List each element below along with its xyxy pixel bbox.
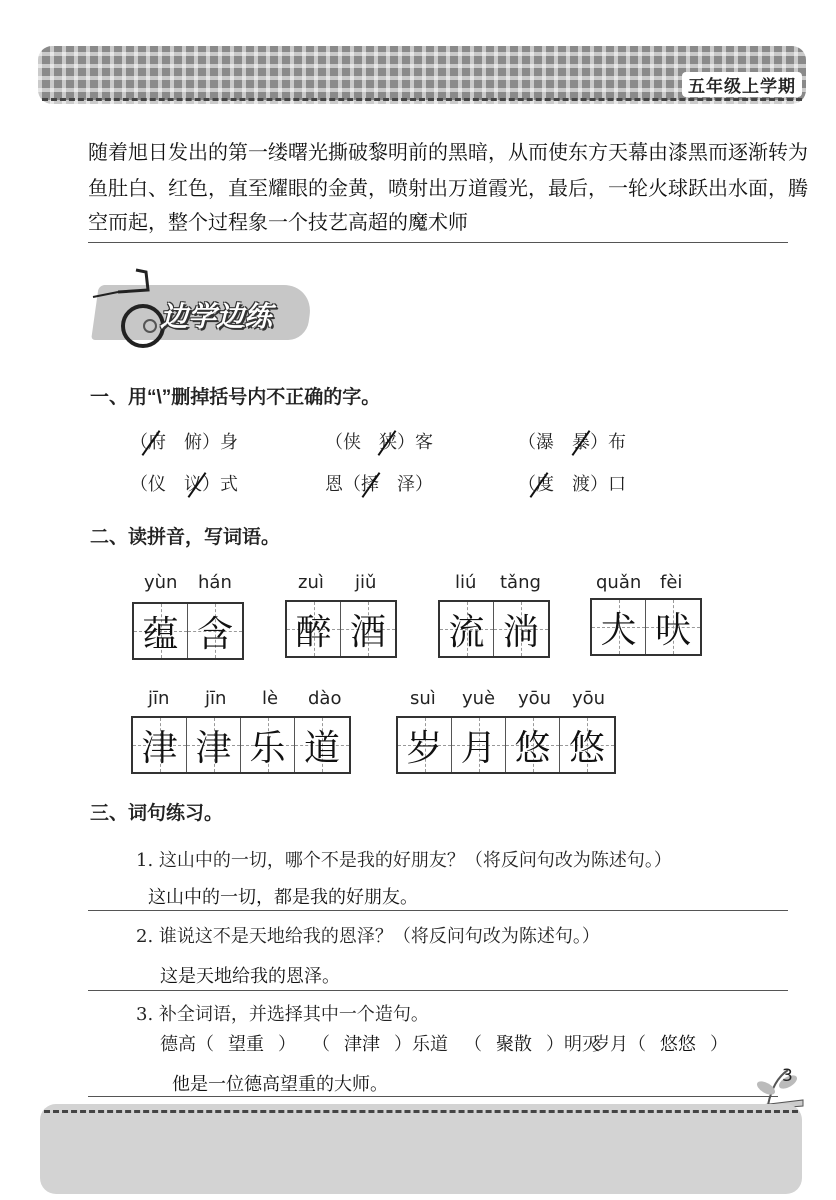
- pinyin: jiǔ: [355, 572, 377, 593]
- pinyin: tǎng: [500, 572, 541, 593]
- writing-grid: [285, 600, 397, 658]
- choice-item-3: （瀑 暴）布: [518, 432, 626, 453]
- choice-item-4: （仪 议）式: [130, 474, 238, 495]
- choice-item-5: 恩（择 泽）: [325, 474, 433, 495]
- q1-answer: 这山中的一切，都是我的好朋友。: [148, 887, 418, 908]
- writing-cell: 津: [187, 718, 241, 772]
- plant-icon: [748, 1060, 808, 1110]
- pinyin: fèi: [660, 572, 683, 593]
- q3-text: 3. 补全词语，并选择其中一个造句。: [136, 1004, 429, 1025]
- writing-grid: [132, 602, 244, 660]
- section3-title: 三、词句练习。: [90, 803, 224, 824]
- writing-cell: 酒: [341, 602, 395, 656]
- writing-cell: 犬: [592, 600, 646, 654]
- writing-cell: 流: [440, 602, 494, 656]
- q3-answer: 他是一位德高望重的大师。: [172, 1074, 388, 1095]
- writing-cell: 含: [188, 604, 242, 658]
- choice-item-1: （府 俯）身: [130, 432, 238, 453]
- q2-rule: [88, 990, 788, 991]
- pinyin: hán: [198, 572, 232, 593]
- pinyin: dào: [308, 688, 342, 709]
- idiom-1: 德高（ 望重 ）: [160, 1034, 296, 1055]
- writing-cell: 道: [295, 718, 349, 772]
- pinyin: quǎn: [596, 572, 642, 593]
- intro-line-3: 空而起，整个过程象一个技艺高超的魔术师: [88, 210, 468, 234]
- pinyin: yōu: [572, 688, 606, 709]
- pinyin: suì: [410, 688, 436, 709]
- pinyin: jīn: [148, 688, 170, 709]
- writing-grid: [131, 716, 351, 774]
- writing-grid: [396, 716, 616, 774]
- idiom-3: （ 聚散 ）明灭: [464, 1034, 600, 1055]
- section1-title: 一、用“\”删掉括号内不正确的字。: [90, 387, 381, 408]
- writing-cell: 悠: [560, 718, 614, 772]
- page-number: 3: [782, 1066, 793, 1086]
- q3-rule: [88, 1096, 778, 1097]
- footer-divider: [44, 1110, 798, 1113]
- idiom-2: （ 津津 ）乐道: [312, 1034, 448, 1055]
- pinyin: lè: [262, 688, 279, 709]
- q1-rule: [88, 910, 788, 911]
- banner-title: 边学边练: [160, 300, 273, 333]
- pinyin: jīn: [205, 688, 227, 709]
- pinyin: yùn: [144, 572, 178, 593]
- writing-grid: [438, 600, 550, 658]
- choice-item-6: （度 渡）口: [518, 474, 626, 495]
- writing-grid: [590, 598, 702, 656]
- intro-rule: [88, 242, 788, 243]
- footer-band: [40, 1104, 802, 1194]
- writing-cell: 月: [452, 718, 506, 772]
- header-divider: [42, 98, 802, 101]
- grade-label: 五年级上学期: [682, 72, 802, 97]
- q2-text: 2. 谁说这不是天地给我的恩泽？（将反问句改为陈述句。）: [136, 926, 600, 947]
- pinyin: yuè: [462, 688, 496, 709]
- writing-cell: 蕴: [134, 604, 188, 658]
- pinyin: zuì: [298, 572, 324, 593]
- pinyin: liú: [455, 572, 477, 593]
- section2-title: 二、读拼音，写词语。: [90, 527, 281, 548]
- pinyin: yōu: [518, 688, 552, 709]
- intro-line-1: 随着旭日发出的第一缕曙光撕破黎明前的黑暗，从而使东方天幕由漆黑而逐渐转为: [88, 140, 808, 164]
- writing-cell: 岁: [398, 718, 452, 772]
- q2-answer: 这是天地给我的恩泽。: [160, 966, 340, 987]
- intro-line-2: 鱼肚白、红色，直至耀眼的金黄，喷射出万道霞光，最后，一轮火球跃出水面，腾: [88, 176, 808, 200]
- writing-cell: 醉: [287, 602, 341, 656]
- idiom-4: 岁月（ 悠悠 ）: [592, 1034, 728, 1055]
- writing-cell: 悠: [506, 718, 560, 772]
- q1-text: 1. 这山中的一切，哪个不是我的好朋友？（将反问句改为陈述句。）: [136, 850, 672, 871]
- writing-cell: 津: [133, 718, 187, 772]
- writing-cell: 吠: [646, 600, 700, 654]
- writing-cell: 淌: [494, 602, 548, 656]
- writing-cell: 乐: [241, 718, 295, 772]
- choice-item-2: （侠 狭）客: [325, 432, 433, 453]
